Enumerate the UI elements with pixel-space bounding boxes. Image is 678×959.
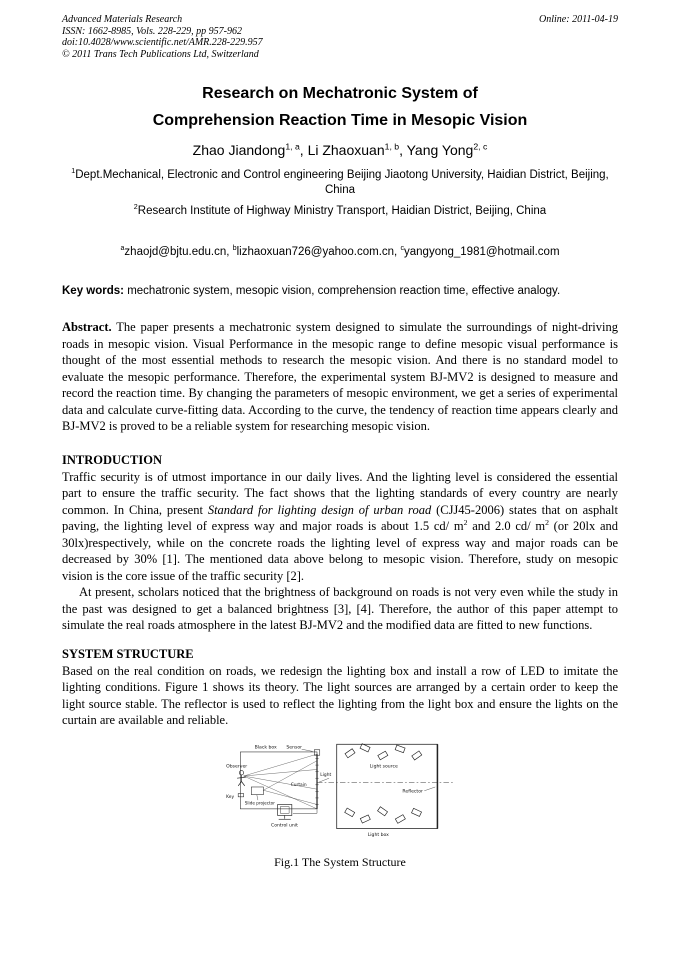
abstract-label: Abstract. [62, 320, 112, 334]
figure-label-light-source: Light source [369, 763, 398, 769]
figure-label-key: Key [226, 794, 235, 800]
email-3-superscript: c [400, 244, 405, 253]
paper-title-line2: Comprehension Reaction Time in Mesopic Vision [152, 112, 528, 129]
light-box-rect [337, 744, 438, 828]
text-run: Traffic security is of utmost importance in our daily lives. And the lighting level is considered the essential part to ensure the traffic security. The fact shows that the lighting standards of every country are nearly common. In China, present [62, 469, 618, 517]
affiliation-1-text: Dept.Mechanical, Electronic and Control engineering Beijing Jiaotong University, Haidian District, Beijing, China [75, 169, 609, 196]
figure-label-light: Light [320, 772, 332, 778]
affiliation-2 [62, 204, 618, 219]
square-superscript: 2 [545, 517, 549, 527]
emails-line [62, 245, 618, 260]
figure-1-diagram [225, 741, 455, 845]
lamp-rect [395, 745, 405, 753]
journal-doi-line: doi:10.4028/www.scientific.net/AMR.228-229.957 [62, 37, 263, 48]
text-run: and 2.0 cd/ m [467, 519, 546, 533]
author-2-superscript: 1, b [384, 141, 400, 152]
figure-label-slide-projector: Slide projector [244, 799, 275, 805]
figure-label-curtain: Curtain [290, 782, 307, 788]
keywords-text: mechatronic system, mesopic vision, comprehension reaction time, effective analogy. [124, 285, 561, 297]
slide-projector-leader [257, 794, 258, 799]
introduction-heading: INTRODUCTION [62, 452, 163, 467]
affiliation-1 [62, 168, 618, 198]
figure-label-observer: Observer [226, 763, 248, 769]
author-2-name: Li Zhaoxuan [307, 142, 385, 158]
abstract-text: The paper presents a mechatronic system designed to simulate the surroundings of night-driving roads in mesopic vision. Visual Performance in the mesopic range to define mesopic visual performance is thought of the most essential methods to research the mesopic vision. And there is no standard model to evaluate the mesopic performance. Therefore, the experimental system BJ-MV2 is designed to measure and record the reaction time. By changing the parameters of mesopic environment, we get a series of experimental data and calculate curve-fitting data. According to the curve, the tendency of reaction time appears clearly and BJ-MV2 is proved to be a reliable system for researching mesopic vision. [62, 320, 618, 433]
reflector-leader-line [424, 786, 435, 790]
system-structure-paragraph: Based on the real condition on roads, we redesign the lighting box and install a row of LED to imitate the lighting conditions. Figure 1 shows its theory. The light sources are arranged by a certain order to keep the light source stable. The reflector is used to reflect the lighting from the light box and ensure the lights on the curtain are available and reliable. [62, 663, 618, 727]
figure-label-light-box: Light box [367, 832, 389, 838]
journal-header [62, 14, 618, 60]
journal-issn-line: ISSN: 1662-8985, Vols. 228-229, pp 957-962 [62, 25, 242, 37]
computer-icon [278, 804, 292, 819]
author-separator: , [399, 142, 407, 158]
observer-figure [237, 770, 246, 785]
lamp-rect [360, 743, 370, 751]
introduction-paragraph-1 [62, 469, 618, 585]
affiliation-2-superscript: 2 [133, 203, 138, 212]
lamp-rect [378, 751, 388, 760]
journal-copyright-line: © 2011 Trans Tech Publications Ltd, Switzerland [62, 48, 259, 60]
introduction-paragraph-2: At present, scholars noticed that the brightness of background on roads is not very even while the study in the past was designed to get a balanced brightness [3], [4]. Therefore, the author of this paper attempt to simulate the real roads atmosphere in the latest BJ-MV2 and the modified data are fitted to new functions. [62, 585, 618, 632]
slide-projector-box [251, 786, 263, 794]
author-3-name: Yang Yong [406, 142, 474, 158]
lamp-rect [345, 748, 355, 757]
online-date: Online: 2011-04-19 [539, 14, 618, 25]
text-run: (or 20lx and 30lx)respectively, while on the concrete roads the lighting level of express way and major roads can be decreased by 30% [1]. The mentioned data above belong to mesopic vision. Therefore, study on mesopic vision is the core issue of the traffic security [2]. [62, 519, 618, 583]
lamp-rect [395, 814, 405, 823]
author-1-name: Zhao Jiandong [192, 142, 286, 158]
email-1-text: zhaojd@bjtu.edu.cn, [124, 246, 233, 258]
keywords-label: Key words: [62, 285, 124, 297]
text-run: (CJJ45-2006) states that on asphalt paving, the lighting level of express way and major roads is about 1.5 cd/ m [62, 502, 618, 533]
email-2-text: lizhaoxuan726@yahoo.com.cn, [236, 246, 401, 258]
authors-line [62, 141, 618, 159]
figure-label-black-box: Black box [254, 745, 277, 751]
figure-label-reflector: Reflector [402, 788, 423, 794]
system-structure-heading: SYSTEM STRUCTURE [62, 646, 194, 661]
paper-title [62, 80, 618, 134]
sensor-leader-line [302, 749, 313, 751]
lamp-rect [412, 750, 422, 759]
author-separator: , [299, 142, 308, 158]
email-3-text: yangyong_1981@hotmail.com [404, 246, 560, 258]
lamp-rect [378, 806, 388, 815]
keywords-line [62, 284, 618, 299]
figure-1 [62, 741, 618, 870]
email-1-superscript: a [120, 244, 125, 253]
affiliation-2-text: Research Institute of Highway Ministry Transport, Haidian District, Beijing, China [137, 205, 547, 217]
light-leader-line [319, 778, 329, 782]
square-superscript: 2 [463, 517, 468, 527]
author-1-superscript: 1, a [285, 141, 300, 152]
paper-title-line1: Research on Mechatronic System of [202, 85, 478, 102]
figure-label-sensor: Sensor [286, 745, 303, 751]
control-wiring-line [293, 808, 317, 812]
key-box [238, 793, 243, 796]
journal-name: Advanced Materials Research [62, 14, 183, 25]
bottom-lamps-group [345, 806, 422, 823]
email-2-superscript: b [232, 244, 237, 253]
lamp-rect [345, 808, 355, 817]
author-3-superscript: 2, c [473, 141, 488, 152]
standard-title-italic: Standard for lighting design of urban road [207, 502, 432, 517]
figure-label-control-unit: Control unit [271, 822, 298, 828]
journal-header-left [62, 14, 263, 60]
lamp-rect [412, 808, 422, 816]
top-lamps-group [345, 743, 422, 759]
figure-caption: Fig.1 The System Structure [274, 854, 406, 869]
abstract-paragraph [62, 319, 618, 435]
affiliation-1-superscript: 1 [71, 167, 76, 176]
lamp-rect [360, 814, 370, 822]
